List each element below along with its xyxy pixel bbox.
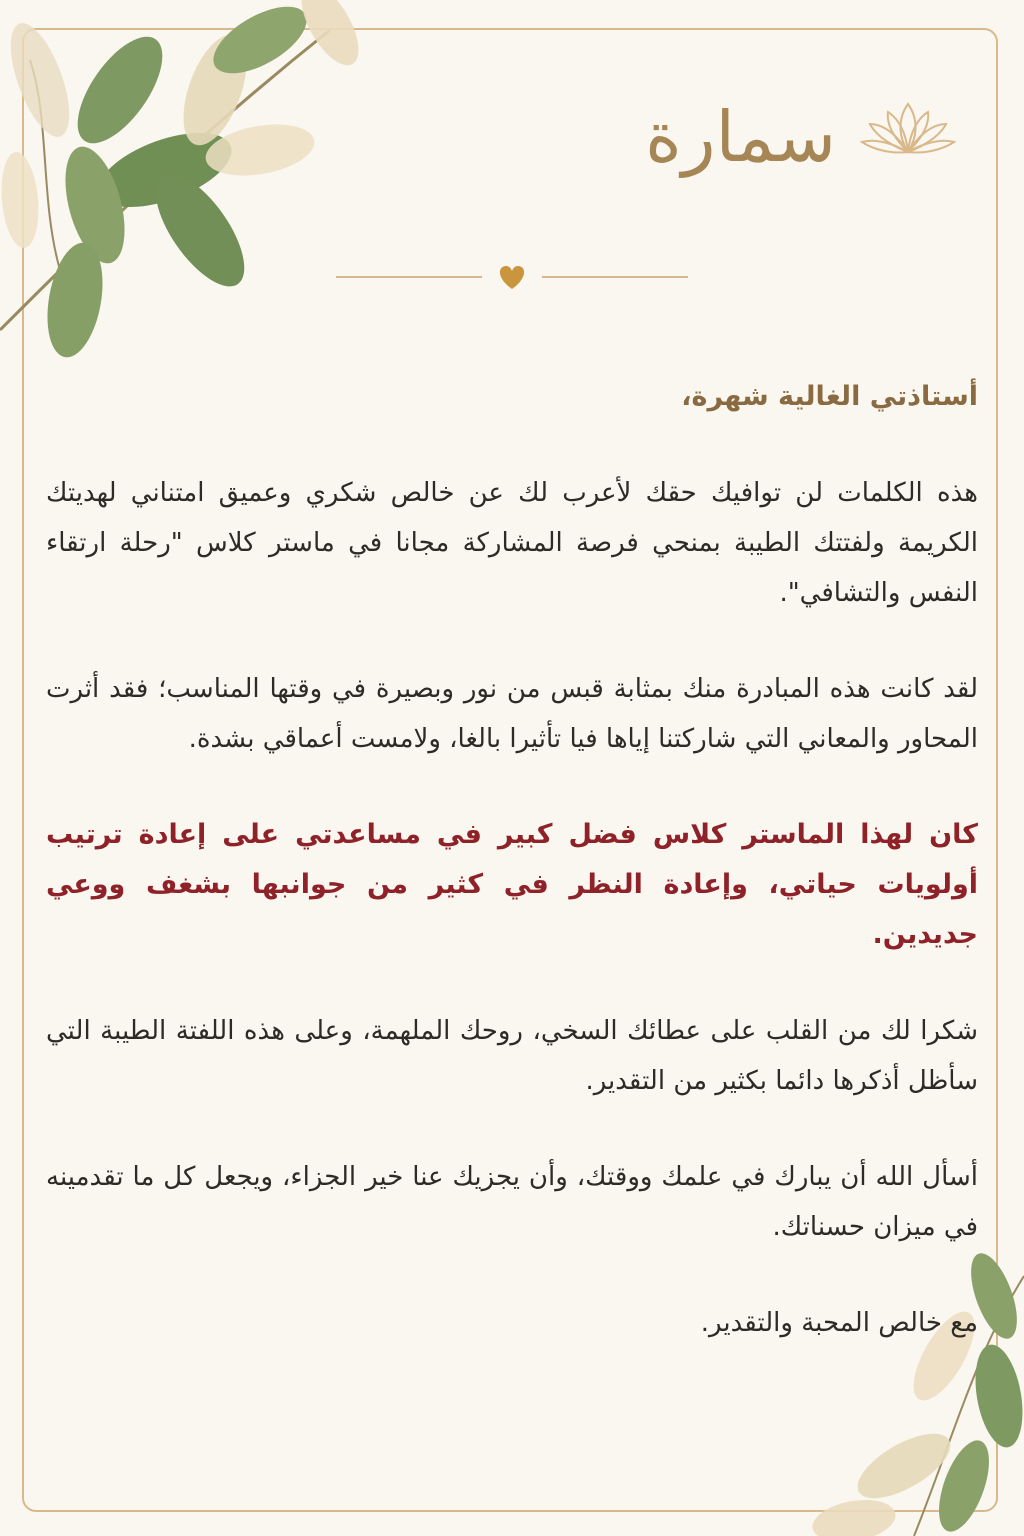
letter-paragraph-2: لقد كانت هذه المبادرة منك بمثابة قبس من نور وبصيرة في وقتها المناسب؛ فقد أثرت المحاور والمعاني التي شاركتنا إياها فيا تأثيرا بالغا، ولامست أعماقي بشدة. [46, 674, 978, 754]
letter-paragraph-3: شكرا لك من القلب على عطائك السخي، روحك الملهمة، وعلى هذه اللفتة الطيبة التي سأظل أذكرها دائما بكثير من التقدير. [46, 1016, 978, 1096]
heart-divider [336, 262, 688, 292]
lotus-icon [858, 96, 958, 162]
heart-icon [500, 266, 524, 289]
leaf-branch-top-left-icon [0, 0, 440, 370]
letter-paragraph-1: هذه الكلمات لن توافيك حقك لأعرب لك عن خالص شكري وعميق امتناني لهديتك الكريمة ولفتتك الطيبة بمنحي فرصة المشاركة مجانا في ماستر كلاس "رحلة ارتقاء النفس والتشافي". [46, 478, 978, 608]
letter-closing: مع خالص المحبة والتقدير. [700, 1308, 978, 1338]
letter-body [46, 372, 978, 1394]
brand-title: سمارة [645, 96, 836, 178]
letter-highlight: كان لهذا الماستر كلاس فضل كبير في مساعدتي على إعادة ترتيب أولويات حياتي، وإعادة النظر في كثير من جوانبها بشغف ووعي جديدين. [46, 819, 978, 950]
letter-greeting: أستاذتي الغالية شهرة، [681, 381, 978, 412]
letter-paragraph-4: أسأل الله أن يبارك في علمك ووقتك، وأن يجزيك عنا خير الجزاء، ويجعل كل ما تقدمينه في ميزان حسناتك. [46, 1162, 978, 1242]
